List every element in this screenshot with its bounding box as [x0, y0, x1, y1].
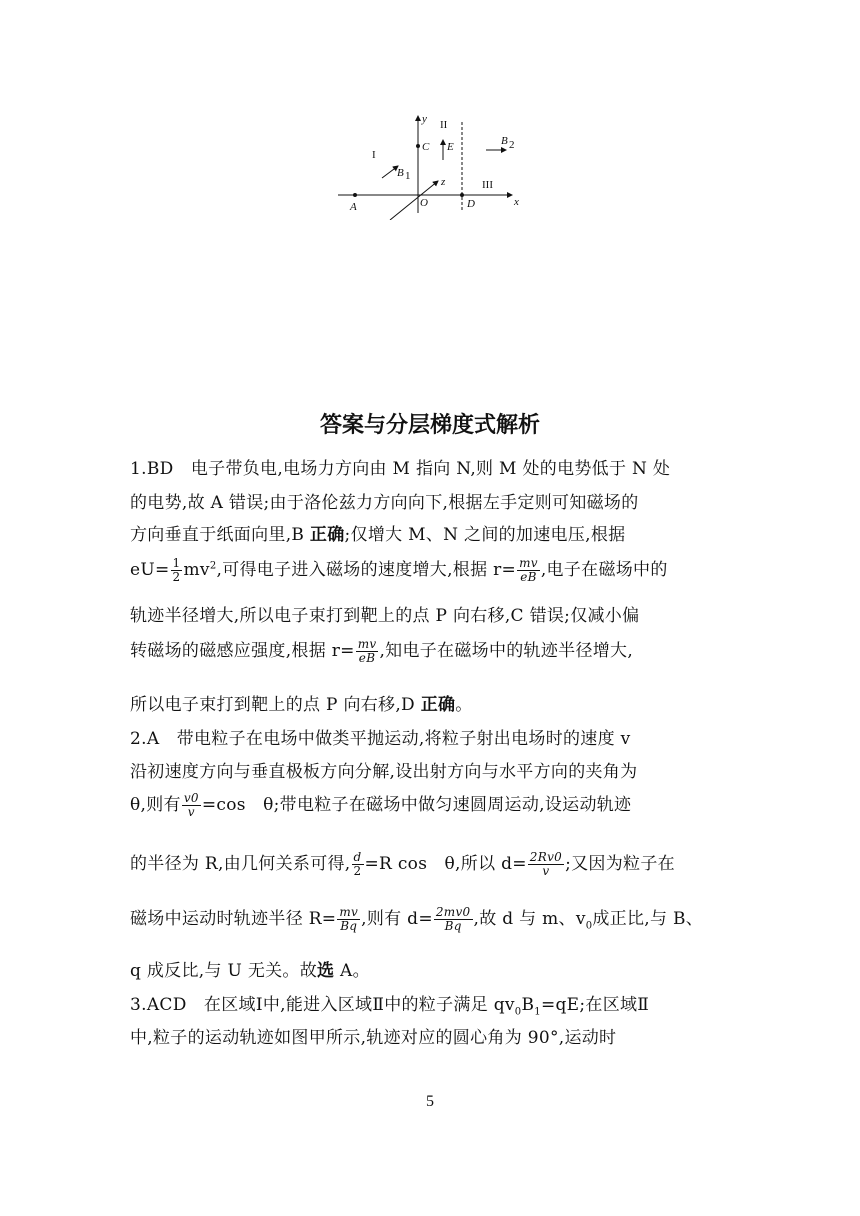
denominator: v [187, 805, 195, 819]
denominator: Bq [340, 919, 358, 933]
label-z: z [441, 176, 446, 188]
label-B1-sub: 1 [405, 170, 411, 182]
text: A。 [334, 961, 370, 981]
label-B1: B [397, 167, 404, 179]
superscript: 2 [209, 560, 217, 572]
text: 成正比,与 B、 [592, 909, 704, 929]
q1-line-6 [130, 636, 633, 665]
q2-line-4 [130, 849, 675, 878]
text: =qE;在区域Ⅱ [540, 995, 650, 1015]
coordinate-figure [330, 108, 530, 220]
text-bold: 选 [317, 961, 335, 981]
label-C: C [422, 141, 430, 153]
subscript: 1 [534, 1006, 541, 1018]
label-O: O [420, 197, 428, 209]
q2-line-3 [130, 790, 631, 819]
q1-line-4 [130, 555, 668, 584]
text: ,知电子在磁场中的轨迹半径增大, [379, 641, 634, 661]
label-x: x [514, 196, 519, 208]
q1-line-2: 的电势,故 A 错误;由于洛伦兹力方向向下,根据左手定则可知磁场的 [130, 493, 639, 513]
text: 。 [455, 695, 473, 715]
label-B2: B [501, 135, 508, 147]
numerator: 2mv0 [435, 905, 471, 919]
point-C [416, 144, 420, 148]
text: 的半径为 R,由几何关系可得, [130, 854, 351, 874]
point-A [353, 193, 357, 197]
text: 3.ACD 在区域Ⅰ中,能进入区域Ⅱ中的粒子满足 qv [130, 995, 515, 1015]
text: ,电子在磁场中的 [540, 560, 668, 580]
q3-line-1 [130, 990, 649, 1017]
text: θ,则有 [130, 795, 181, 815]
section-heading: 答案与分层梯度式解析 [319, 413, 540, 438]
numerator: d [353, 850, 362, 864]
text: q 成反比,与 U 无关。故 [130, 961, 318, 981]
text: eU= [130, 560, 170, 580]
q1-line-3 [130, 520, 625, 545]
text: mv [183, 560, 210, 580]
label-A: A [350, 201, 357, 213]
text: 磁场中运动时轨迹半径 R= [130, 909, 337, 929]
page-number: 5 [426, 1093, 434, 1110]
b1-arrow [382, 166, 398, 178]
numerator: v0 [183, 791, 199, 805]
fraction [517, 557, 540, 584]
subscript: 0 [585, 920, 593, 932]
text: ;又因为粒子在 [565, 854, 675, 874]
numerator: 2Rv0 [529, 850, 563, 864]
denominator: eB [358, 651, 376, 665]
fraction [182, 792, 201, 819]
q1-line-7 [130, 690, 473, 715]
q1-line-1: 1.BD 电子带负电,电场力方向由 M 指向 N,则 M 处的电势低于 N 处 [130, 459, 671, 479]
denominator: 2 [353, 864, 362, 878]
fraction [528, 851, 564, 878]
text-bold: 正确 [420, 695, 456, 715]
fraction [356, 638, 379, 665]
fraction [171, 557, 183, 584]
text: B [521, 995, 535, 1015]
q2-line-5 [130, 904, 703, 933]
label-y: y [422, 113, 427, 125]
text: 转磁场的磁感应强度,根据 r= [130, 641, 355, 661]
subscript: 0 [514, 1006, 522, 1018]
text-bold: 正确 [309, 525, 345, 545]
label-D: D [467, 198, 475, 210]
numerator: mv [357, 637, 377, 651]
numerator: 1 [172, 556, 181, 570]
denominator: v [542, 864, 550, 878]
text: 方向垂直于纸面向里,B [130, 525, 310, 545]
label-B2-sub: 2 [509, 139, 515, 151]
denominator: 2 [172, 570, 181, 584]
text: ;仅增大 M、N 之间的加速电压,根据 [344, 525, 626, 545]
label-E: E [447, 141, 454, 153]
text: ,可得电子进入磁场的速度增大,根据 r= [216, 560, 517, 580]
q1-line-5: 轨迹半径增大,所以电子束打到靶上的点 P 向右移,C 错误;仅减小偏 [130, 606, 640, 626]
numerator: mv [519, 556, 538, 570]
fraction [434, 906, 473, 933]
z-axis [390, 181, 438, 220]
label-region-2: II [440, 119, 448, 131]
point-D [460, 193, 464, 197]
text: ,故 d 与 m、v [473, 909, 586, 929]
text: 所以电子束打到靶上的点 P 向右移,D [130, 695, 421, 715]
text: =cos θ;带电粒子在磁场中做匀速圆周运动,设运动轨迹 [201, 795, 632, 815]
label-region-1: I [372, 149, 376, 161]
q2-line-6 [130, 956, 370, 981]
fraction [337, 906, 360, 933]
numerator: mv [339, 905, 359, 919]
denominator: Bq [444, 919, 462, 933]
label-region-3: III [482, 179, 493, 191]
denominator: eB [520, 570, 537, 584]
text: =R cos θ,所以 d= [364, 854, 527, 874]
q2-line-2: 沿初速度方向与垂直极板方向分解,设出射方向与水平方向的夹角为 [130, 762, 638, 782]
q2-line-1: 2.A 带电粒子在电场中做类平抛运动,将粒子射出电场时的速度 v [130, 729, 631, 749]
q3-line-2: 中,粒子的运动轨迹如图甲所示,轨迹对应的圆心角为 90°,运动时 [130, 1028, 617, 1048]
fraction [352, 851, 364, 878]
text: ,则有 d= [361, 909, 433, 929]
